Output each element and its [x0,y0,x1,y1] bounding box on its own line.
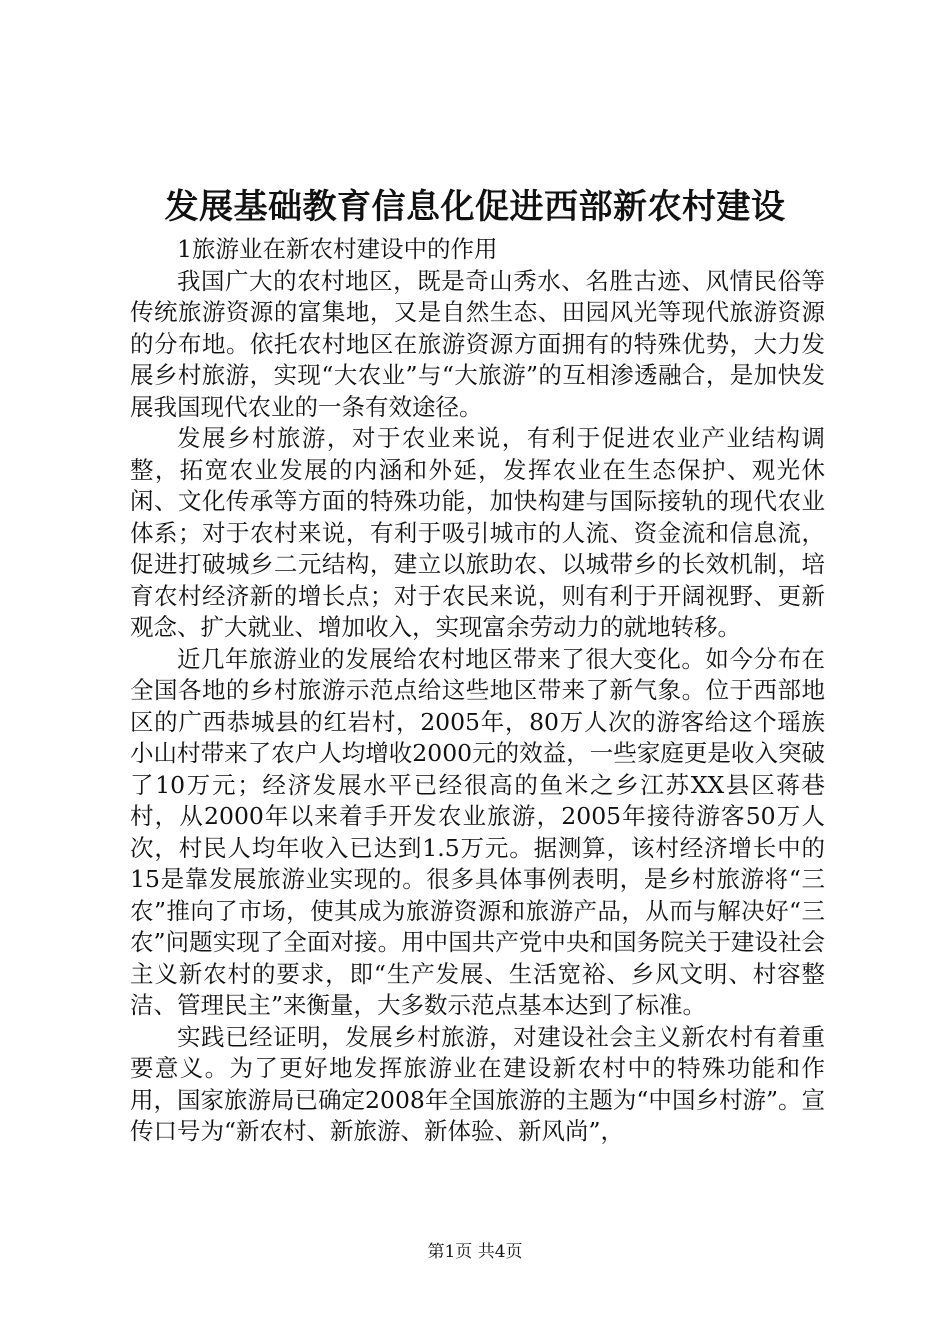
paragraph-4: 实践已经证明，发展乡村旅游，对建设社会主义新农村有着重要意义。为了更好地发挥旅游业在建设新农村中的特殊功能和作用，国家旅游局已确定2008年全国旅游的主题为“中国乡村游”。宣传口号为“新农村、新旅游、新体验、新风尚”， [130,1022,825,1145]
document-body [130,234,825,1148]
section-heading: 1旅游业在新农村建设中的作用 [177,235,498,263]
document-title: 发展基础教育信息化促进西部新农村建设 [164,187,786,227]
paragraph-3: 近几年旅游业的发展给农村地区带来了很大变化。如今分布在全国各地的乡村旅游示范点给这些地区带来了新气象。位于西部地区的广西恭城县的红岩村，2005年，80万人次的游客给这个瑶族小山村带来了农户人均增收2000元的效益，一些家庭更是收入突破了10万元；经济发展水平已经很高的鱼米之乡江苏XX县区蒋巷村，从2000年以来着手开发农业旅游，2005年接待游客50万人次，村民人均年收入已达到1.5万元。据测算，该村经济增长中的15是靠发展旅游业实现的。很多具体事例表明，是乡村旅游将“三农”推向了市场，使其成为旅游资源和旅游产品，从而与解决好“三农”问题实现了全面对接。用中国共产党中央和国务院关于建设社会主义新农村的要求，即“生产发展、生活宽裕、乡风文明、村容整洁、管理民主”来衡量，大多数示范点基本达到了标准。 [130,644,825,1019]
paragraph-1: 我国广大的农村地区，既是奇山秀水、名胜古迹、风情民俗等传统旅游资源的富集地，又是自然生态、田园风光等现代旅游资源的分布地。依托农村地区在旅游资源方面拥有的特殊优势，大力发展乡村旅游，实现“大农业”与“大旅游”的互相渗透融合，是加快发展我国现代农业的一条有效途径。 [130,266,825,421]
page-footer: 第1页 共4页 [427,1242,523,1262]
paragraph-2: 发展乡村旅游，对于农业来说，有利于促进农业产业结构调整，拓宽农业发展的内涵和外延，发挥农业在生态保护、观光休闲、文化传承等方面的特殊功能，加快构建与国际接轨的现代农业体系；对于农村来说，有利于吸引城市的人流、资金流和信息流，促进打破城乡二元结构，建立以旅助农、以城带乡的长效机制，培育农村经济新的增长点；对于农民来说，则有利于开阔视野、更新观念、扩大就业、增加收入，实现富余劳动力的就地转移。 [130,424,825,641]
